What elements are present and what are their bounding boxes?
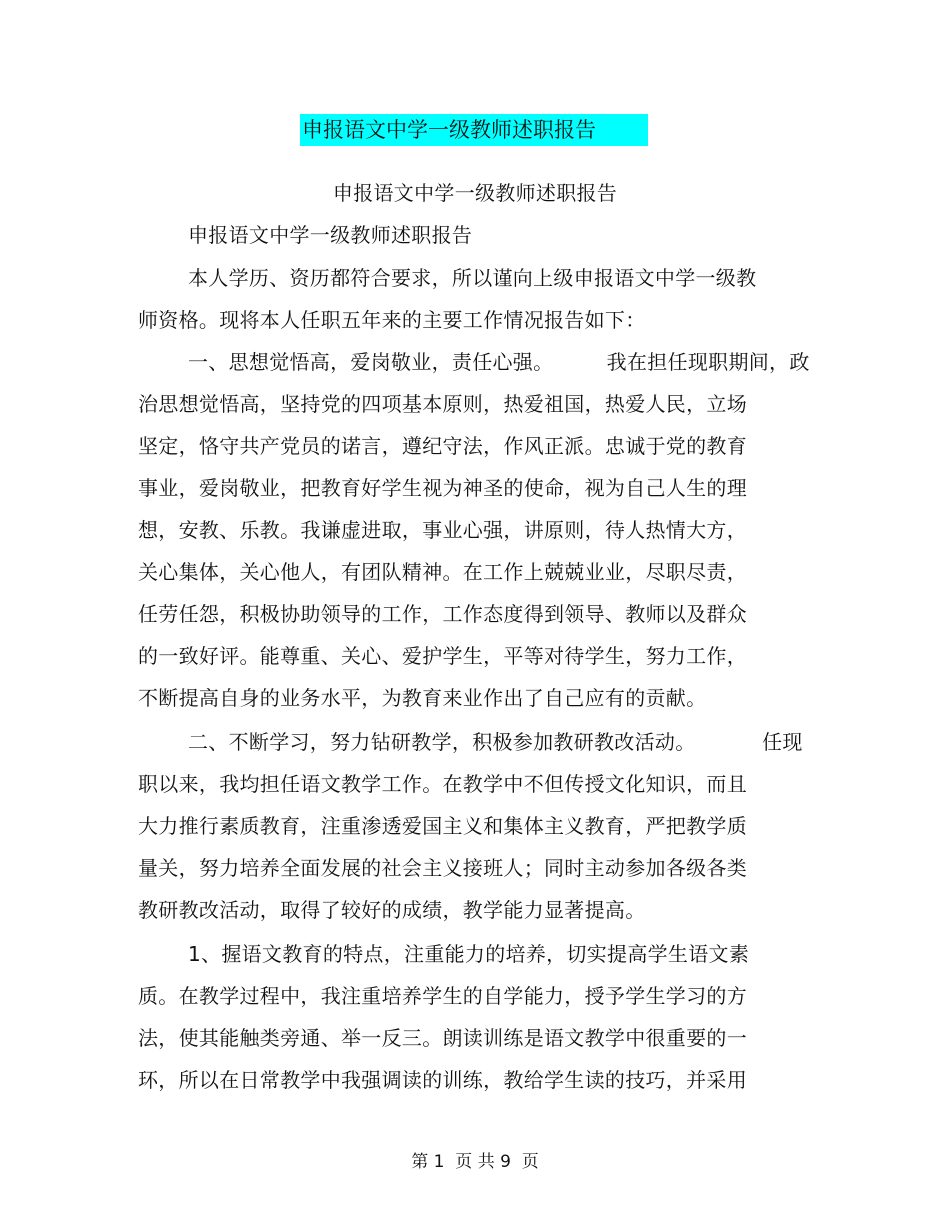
paragraph-line: 量关，努力培养全面发展的社会主义接班人；同时主动参加各级各类 bbox=[138, 856, 747, 880]
paragraph-line: 任劳任怨，积极协助领导的工作，工作态度得到领导、教师以及群众 bbox=[138, 602, 747, 626]
paragraph-line: 环，所以在日常教学中我强调读的训练，教给学生读的技巧，并采用 bbox=[138, 1068, 747, 1092]
paragraph-line: 法，使其能触类旁通、举一反三。朗读训练是语文教学中很重要的一 bbox=[138, 1026, 747, 1050]
paragraph-line: 本人学历、资历都符合要求，所以谨向上级申报语文中学一级教 bbox=[188, 266, 757, 290]
paragraph-line: 治思想觉悟高，坚持党的四项基本原则，热爱祖国，热爱人民，立场 bbox=[138, 392, 747, 416]
paragraph-line: 坚定，恪守共产党员的诺言，遵纪守法，作风正派。忠诚于党的教育 bbox=[138, 434, 747, 458]
document-title-highlighted: 申报语文中学一级教师述职报告 bbox=[300, 114, 648, 146]
page-number-footer: 第 1 页 共 9 页 bbox=[411, 1152, 539, 1172]
paragraph-line: 1、握语文教育的特点，注重能力的培养，切实提高学生语文素 bbox=[188, 942, 750, 966]
paragraph-line: 想，安教、乐教。我谦虚进取，事业心强，讲原则，待人热情大方， bbox=[138, 518, 747, 542]
paragraph-line: 不断提高自身的业务水平，为教育来业作出了自己应有的贡献。 bbox=[138, 686, 707, 710]
paragraph-line: 的一致好评。能尊重、关心、爱护学生，平等对待学生，努力工作， bbox=[138, 644, 747, 668]
paragraph-line: 质。在教学过程中，我注重培养学生的自学能力，授予学生学习的方 bbox=[138, 984, 747, 1008]
document-subtitle: 申报语文中学一级教师述职报告 bbox=[332, 181, 618, 205]
paragraph-line: 申报语文中学一级教师述职报告 bbox=[188, 223, 473, 247]
paragraph-line: 一、思想觉悟高，爱岗敬业，责任心强。 我在担任现职期间，政 bbox=[188, 350, 810, 374]
paragraph-line: 二、不断学习，努力钻研教学，积极参加教研教改活动。 任现 bbox=[188, 730, 803, 754]
paragraph-line: 师资格。现将本人任职五年来的主要工作情况报告如下： bbox=[138, 308, 646, 332]
paragraph-line: 职以来，我均担任语文教学工作。在教学中不但传授文化知识，而且 bbox=[138, 772, 747, 796]
paragraph-line: 教研教改活动，取得了较好的成绩，教学能力显著提高。 bbox=[138, 898, 646, 922]
paragraph-line: 大力推行素质教育，注重渗透爱国主义和集体主义教育，严把教学质 bbox=[138, 814, 747, 838]
paragraph-line: 关心集体，关心他人，有团队精神。在工作上兢兢业业，尽职尽责， bbox=[138, 560, 747, 584]
paragraph-line: 事业，爱岗敬业，把教育好学生视为神圣的使命，视为自己人生的理 bbox=[138, 476, 747, 500]
